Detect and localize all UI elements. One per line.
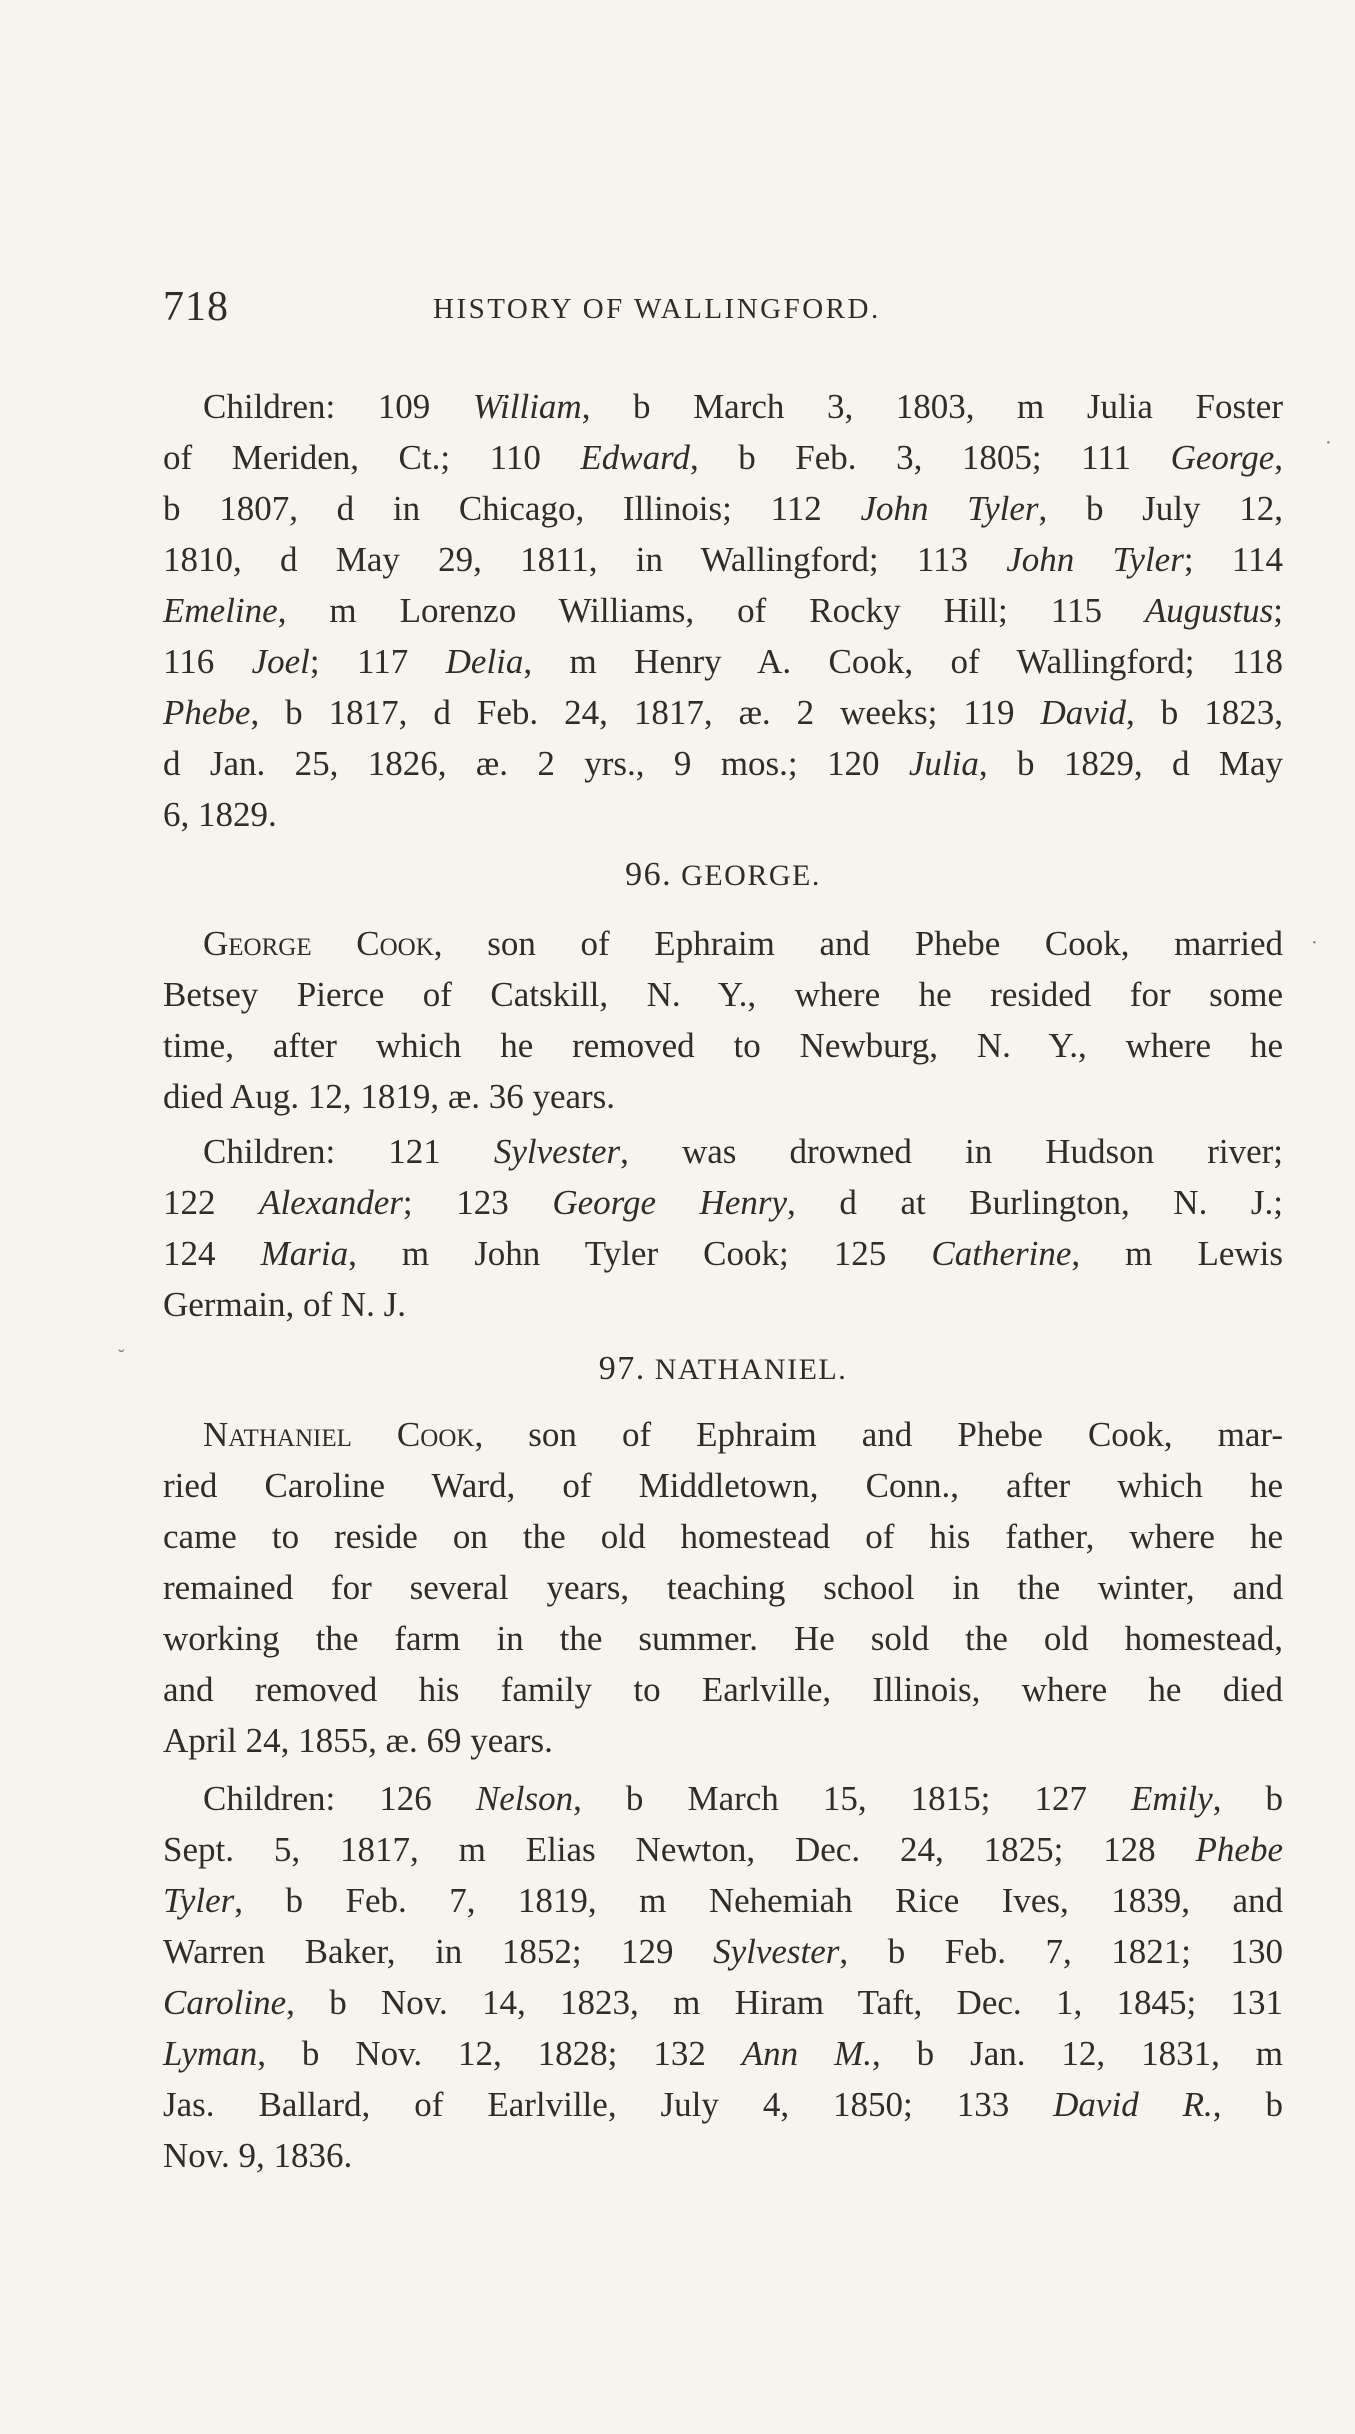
text-line: Germain, of N. J. [163, 1285, 407, 1324]
text-line: 116 Joel; 117 Delia, m Henry A. Cook, of Wallingford; 118 [163, 642, 1284, 681]
text-line: Emeline, m Lorenzo Williams, of Rocky Hill; 115 Augustus; [163, 591, 1283, 630]
text-line: came to reside on the old homestead of his father, where he [163, 1517, 1283, 1556]
text-line: 1810, d May 29, 1811, in Wallingford; 113 John Tyler; 114 [163, 540, 1283, 579]
text-line: died Aug. 12, 1819, æ. 36 years. [163, 1077, 616, 1116]
text-line: Children: 121 Sylvester, was drowned in Hudson river; [203, 1132, 1283, 1171]
text-line: Nov. 9, 1836. [163, 2136, 353, 2175]
section-heading-george: 96. GEORGE. [625, 856, 821, 893]
text-line: 124 Maria, m John Tyler Cook; 125 Catherine, m Lewis [163, 1234, 1284, 1273]
scan-speck: ˘ [118, 1346, 125, 1368]
text-line: Nathaniel Cook, son of Ephraim and Phebe Cook, mar- [203, 1415, 1283, 1454]
text-line: Children: 126 Nelson, b March 15, 1815; 127 Emily, b [203, 1779, 1284, 1818]
text-line: Sept. 5, 1817, m Elias Newton, Dec. 24, 1825; 128 Phebe [163, 1830, 1283, 1869]
scan-speck: · [1311, 932, 1318, 954]
text-line: Phebe, b 1817, d Feb. 24, 1817, æ. 2 weeks; 119 David, b 1823, [163, 693, 1283, 732]
text-line: Children: 109 William, b March 3, 1803, m Julia Foster [203, 387, 1283, 426]
text-line: Caroline, b Nov. 14, 1823, m Hiram Taft, Dec. 1, 1845; 131 [163, 1983, 1283, 2022]
text-line: b 1807, d in Chicago, Illinois; 112 John Tyler, b July 12, [163, 489, 1283, 528]
running-head [163, 283, 1283, 343]
text-line: April 24, 1855, æ. 69 years. [163, 1721, 553, 1760]
text-line: d Jan. 25, 1826, æ. 2 yrs., 9 mos.; 120 Julia, b 1829, d May [163, 744, 1283, 783]
text-line: and removed his family to Earlville, Illinois, where he died [163, 1670, 1283, 1709]
text-line: George Cook, son of Ephraim and Phebe Cook, married [203, 924, 1283, 963]
text-line: Lyman, b Nov. 12, 1828; 132 Ann M., b Jan. 12, 1831, m [163, 2034, 1283, 2073]
text-line: time, after which he removed to Newburg, N. Y., where he [163, 1026, 1283, 1065]
text-line: remained for several years, teaching school in the winter, and [163, 1568, 1283, 1607]
text-line: Jas. Ballard, of Earlville, July 4, 1850; 133 David R., b [163, 2085, 1283, 2124]
text-line: Warren Baker, in 1852; 129 Sylvester, b Feb. 7, 1821; 130 [163, 1932, 1283, 1971]
running-title: HISTORY OF WALLINGFORD. [433, 293, 881, 325]
text-line: Tyler, b Feb. 7, 1819, m Nehemiah Rice Ives, 1839, and [163, 1881, 1283, 1920]
text-line: 122 Alexander; 123 George Henry, d at Burlington, N. J.; [163, 1183, 1283, 1222]
text-line: ried Caroline Ward, of Middletown, Conn., after which he [163, 1466, 1283, 1505]
section-heading-nathaniel: 97. NATHANIEL. [598, 1350, 848, 1387]
scan-speck: · [1325, 432, 1332, 454]
text-line: of Meriden, Ct.; 110 Edward, b Feb. 3, 1805; 111 George, [163, 438, 1283, 477]
text-line: Betsey Pierce of Catskill, N. Y., where he resided for some [163, 975, 1283, 1014]
page-number: 718 [163, 284, 229, 330]
text-line: working the farm in the summer. He sold the old homestead, [163, 1619, 1283, 1658]
text-line: 6, 1829. [163, 795, 277, 834]
